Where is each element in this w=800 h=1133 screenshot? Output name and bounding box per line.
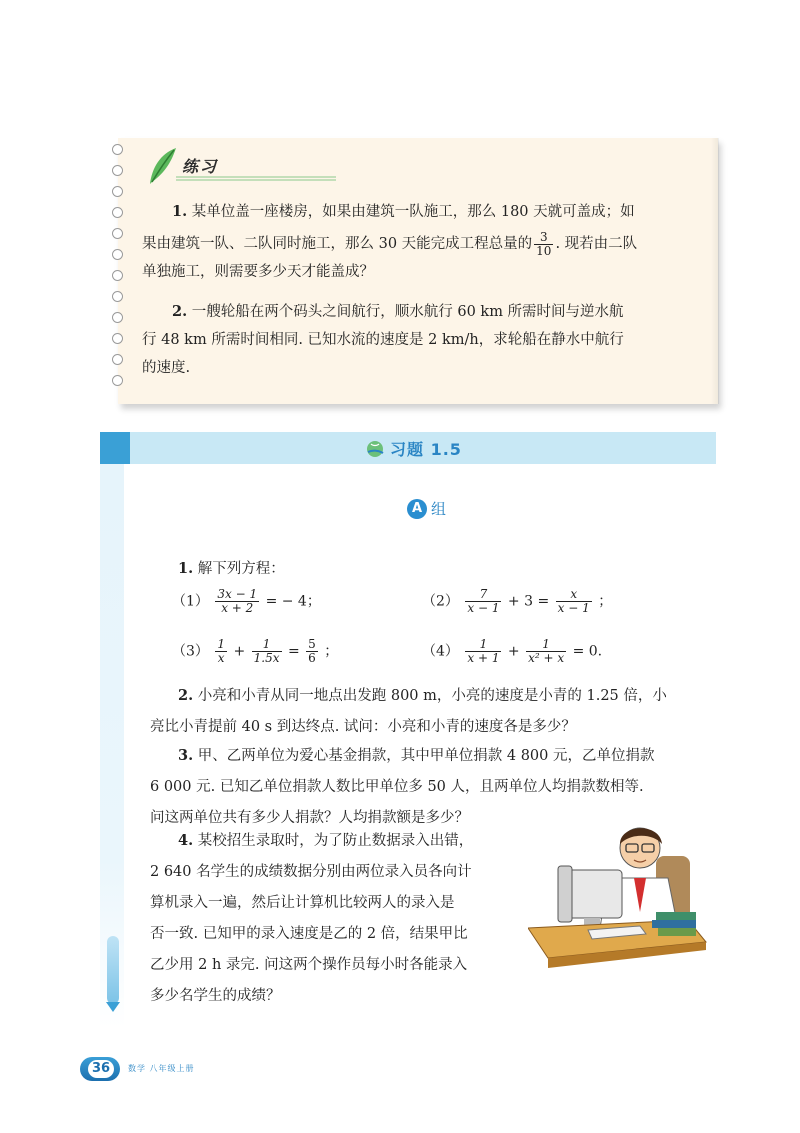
problem-text: 某校招生录取时，为了防止数据录入出错， (197, 833, 474, 849)
ring-icon (112, 165, 123, 176)
fraction-numerator: 1 (465, 638, 501, 652)
ring-icon (112, 291, 123, 302)
problem-text: 乙少用 2 h 录完. 问这两个操作员每小时各能录入 (150, 957, 468, 973)
footer-book-title: 数学 八年级上册 (128, 1064, 195, 1073)
problem-text: . 现若由二队 (555, 236, 638, 252)
fraction (252, 638, 282, 665)
fraction-denominator: 6 (308, 651, 316, 665)
practice-problem-1 (142, 198, 707, 286)
equation-4 (422, 638, 602, 665)
fraction-numerator: 7 (465, 588, 501, 602)
practice-problem-2 (142, 298, 707, 382)
problem-text: 问这两单位共有多少人捐款？人均捐款额是多少？ (150, 810, 469, 826)
problem-number: 2. (172, 303, 188, 320)
ring-icon (112, 312, 123, 323)
fraction-numerator: 1 (217, 637, 226, 651)
fraction (465, 588, 501, 615)
fraction-denominator: x + 2 (221, 601, 254, 615)
ring-icon (112, 270, 123, 281)
equation-1 (172, 588, 321, 615)
exercise-title-text: 习题 1.5 (390, 440, 462, 459)
problem-text: 6 000 元. 已知乙单位捐款人数比甲单位多 50 人，且两单位人均捐款数相等. (150, 779, 644, 795)
problem-number: 1. (172, 203, 188, 220)
fraction-denominator: x² + x (528, 651, 565, 665)
group-badge: A (407, 499, 427, 519)
fraction (306, 638, 318, 665)
monitor (564, 870, 622, 918)
equation-operator: + (233, 643, 246, 660)
title-underline (176, 176, 336, 182)
page-number: 36 (88, 1060, 114, 1078)
problem-number: 1. (178, 560, 194, 577)
exercise-q1 (150, 553, 720, 585)
exercise-q2 (150, 680, 720, 743)
equation-operator: = (287, 643, 300, 660)
binder-rings (112, 144, 126, 394)
fraction-denominator: x (217, 651, 225, 665)
problem-text: 某单位盖一座楼房，如果由建筑一队施工，那么 180 天就可盖成；如 (191, 204, 635, 220)
fraction (526, 638, 566, 665)
fraction-denominator: x + 1 (467, 651, 500, 665)
practice-title: 练习 (182, 157, 219, 176)
practice-title-block (146, 146, 366, 186)
problem-text: 单独施工，则需要多少天才能盖成？ (142, 264, 374, 280)
fraction (556, 588, 592, 615)
exercise-title (364, 437, 462, 460)
ring-icon (112, 249, 123, 260)
page-number-badge (80, 1057, 120, 1081)
ring-icon (112, 186, 123, 197)
fraction-numerator: 1 (526, 638, 566, 652)
ring-icon (112, 333, 123, 344)
problem-text: 一艘轮船在两个码头之间航行，顺水航行 60 km 所需时间与逆水航 (191, 304, 624, 320)
ring-icon (112, 375, 123, 386)
equation-operator: + 3 = (507, 593, 550, 610)
equation-rest: = − 4； (265, 593, 321, 610)
fraction-numerator: 3x − 1 (217, 587, 258, 601)
equation-3 (172, 638, 338, 665)
fraction-numerator: 1 (252, 638, 282, 652)
problem-text: 的速度. (142, 360, 191, 376)
problem-text: 小亮和小青从同一地点出发跑 800 m，小亮的速度是小青的 1.25 倍，小 (197, 688, 667, 704)
problem-number: 4. (178, 832, 194, 849)
equation-rest: ； (324, 643, 339, 660)
problem-text: 甲、乙两单位为爱心基金捐款，其中甲单位捐款 4 800 元，乙单位捐款 (197, 748, 655, 764)
student-computer-illustration (528, 808, 708, 976)
equation-rest: = 0. (572, 643, 603, 660)
equation-operator: + (507, 643, 520, 660)
problem-number: 3. (178, 747, 194, 764)
problem-text: 2 640 名学生的成绩数据分别由两位录入员各向计 (150, 864, 472, 880)
ring-icon (112, 144, 123, 155)
fraction-numerator: x (556, 588, 592, 602)
problem-text: 行 48 km 所需时间相同. 已知水流的速度是 2 km/h，求轮船在静水中航行 (142, 332, 624, 348)
fraction-numerator: 5 (308, 637, 316, 651)
problem-text: 亮比小青提前 40 s 到达终点. 试问：小亮和小青的速度各是多少？ (150, 719, 576, 735)
group-label-text: 组 (431, 500, 447, 518)
equation-label: （2） (422, 593, 459, 610)
exercise-header (100, 432, 716, 464)
exercise-q4 (150, 825, 520, 1012)
book (658, 928, 696, 936)
ring-icon (112, 228, 123, 239)
group-a-label (407, 498, 446, 520)
ring-icon (112, 207, 123, 218)
equation-rest: ； (598, 593, 613, 610)
equation-label: （3） (172, 643, 209, 660)
globe-icon (364, 438, 386, 460)
book (656, 912, 696, 920)
equation-label: （1） (172, 593, 209, 610)
fraction (215, 638, 227, 665)
monitor-side (558, 866, 572, 922)
book (652, 920, 696, 928)
scroll-indicator (107, 936, 119, 1004)
fraction-numerator: 3 (534, 231, 553, 245)
header-corner (100, 432, 130, 464)
fraction-denominator: 1.5x (253, 651, 280, 665)
down-arrow-icon (106, 1002, 120, 1012)
fraction (215, 588, 259, 615)
practice-card (118, 138, 718, 404)
problem-text: 果由建筑一队、二队同时施工，那么 30 天能完成工程总量的 (142, 236, 533, 252)
fraction-denominator: 10 (536, 243, 552, 258)
problem-text: 否一致. 已知甲的录入速度是乙的 2 倍，结果甲比 (150, 926, 468, 942)
problem-text: 解下列方程： (197, 561, 285, 577)
problem-number: 2. (178, 687, 194, 704)
equation-2 (422, 588, 612, 615)
fraction (534, 231, 553, 258)
equation-label: （4） (422, 643, 459, 660)
fraction-denominator: x − 1 (467, 601, 500, 615)
problem-text: 算机录入一遍，然后让计算机比较两人的录入是 (150, 895, 455, 911)
problem-text: 多少名学生的成绩？ (150, 988, 281, 1004)
fraction-denominator: x − 1 (557, 601, 590, 615)
ring-icon (112, 354, 123, 365)
leaf-icon (146, 146, 180, 186)
fraction (465, 638, 501, 665)
